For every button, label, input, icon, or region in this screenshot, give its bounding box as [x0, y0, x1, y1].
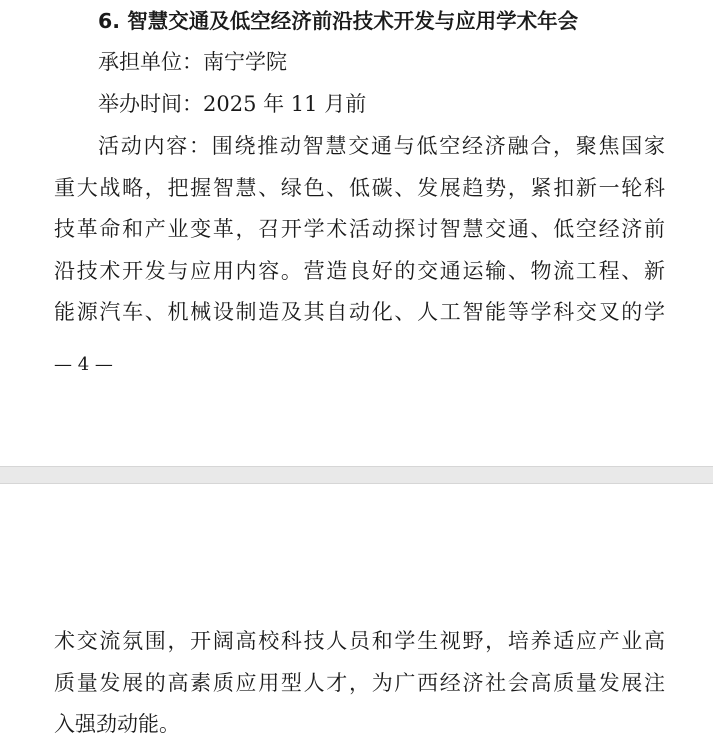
page-number: — 4 — — [54, 354, 113, 375]
document-page-5 — [0, 484, 713, 743]
date-line: 举办时间：2025 年 11 月前 — [98, 92, 367, 116]
page-separator — [0, 466, 713, 484]
content-line: 重大战略，把握智慧、绿色、低碳、发展趋势，紧扣新一轮科 — [54, 176, 665, 200]
content-line: 质量发展的高素质应用型人才，为广西经济社会高质量发展注 — [54, 671, 665, 695]
section-heading: 6. 智慧交通及低空经济前沿技术开发与应用学术年会 — [98, 9, 579, 33]
undertaker-line: 承担单位：南宁学院 — [98, 50, 287, 74]
content-line: 能源汽车、机械设制造及其自动化、人工智能等学科交叉的学 — [54, 300, 665, 324]
content-line: 活动内容：围绕推动智慧交通与低空经济融合，聚焦国家 — [98, 134, 665, 158]
content-line: 沿技术开发与应用内容。营造良好的交通运输、物流工程、新 — [54, 259, 665, 283]
content-line: 技革命和产业变革，召开学术活动探讨智慧交通、低空经济前 — [54, 217, 665, 241]
content-line: 入强劲动能。 — [54, 712, 180, 736]
content-line: 术交流氛围，开阔高校科技人员和学生视野，培养适应产业高 — [54, 629, 665, 653]
